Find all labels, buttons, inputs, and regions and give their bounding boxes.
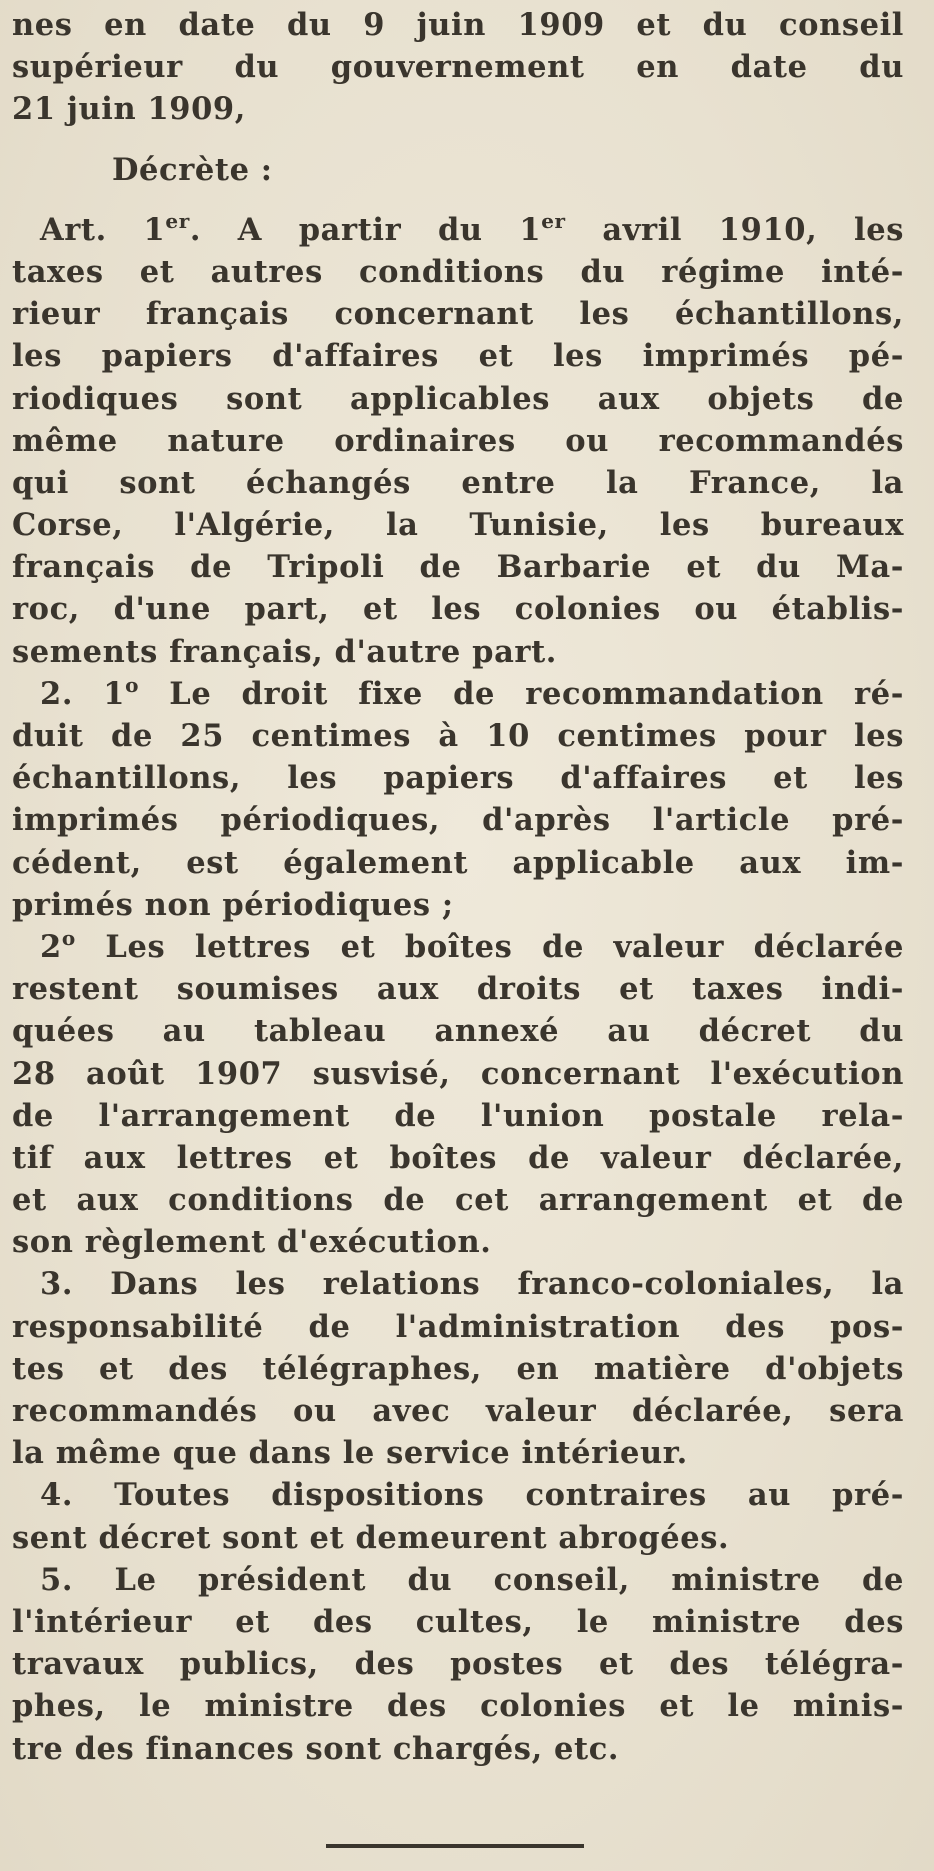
article-2 [12,673,904,926]
article-4 [12,1474,904,1558]
article-3 [12,1263,904,1474]
article-line: 2$^o$ Les lettres et boîtes de valeur déclarée [40,925,904,965]
article-1 [12,209,904,673]
article-line: 4. Toutes dispositions contraires au pré- [40,1477,904,1514]
article-line: taxes et autres conditions du régime inté- [12,253,904,290]
spacer [12,131,904,149]
article-line: échantillons, les papiers d'affaires et les [12,760,904,797]
article-line: imprimés périodiques, d'après l'article pré- [12,802,904,839]
article-line: 5. Le président du conseil, ministre de [40,1561,904,1598]
article-line: tes et des télégraphes, en matière d'objets [12,1350,904,1387]
article-line: 3. Dans les relations franco-coloniales, la [40,1266,904,1303]
article-line: la même que dans le service intérieur. [12,1435,688,1472]
article-line: recommandés ou avec valeur déclarée, sera [12,1393,904,1429]
article-line: et aux conditions de cet arrangement et de [12,1182,904,1219]
article-line: cédent, est également applicable aux im- [12,844,904,881]
preamble-line: nes en date du 9 juin 1909 et du conseil [12,7,904,43]
article-line: qui sont échangés entre la France, la [12,464,904,501]
article-line: phes, le ministre des colonies et le minis- [12,1688,904,1725]
decree-heading: Décrète : [112,151,273,188]
article-line: responsabilité de l'administration des pos- [12,1308,904,1345]
article-line: sements français, d'autre part. [12,633,558,670]
article-line: son règlement d'exécution. [12,1224,492,1261]
article-line: rieur français concernant les échantillons, [12,296,904,333]
article-line [12,209,904,251]
article-line: français de Tripoli de Barbarie et du Ma- [12,549,904,586]
spacer [12,191,904,209]
preamble-line: supérieur du gouvernement en date du [12,49,904,86]
article-5 [12,1559,904,1770]
preamble-line: 21 juin 1909, [12,91,246,128]
article-line: l'intérieur et des cultes, le ministre des [12,1603,904,1640]
article-line: roc, d'une part, et les colonies ou établis- [12,591,904,628]
article-line: tif aux lettres et boîtes de valeur déclarée, [12,1139,904,1176]
document-body [12,4,904,1770]
article-line: duit de 25 centimes à 10 centimes pour les [12,718,904,754]
article-label: Art. 1er. A partir du 1er avril 1910, les [40,208,904,248]
article-line: riodiques sont applicables aux objets de [12,380,904,417]
closing-rule [326,1844,584,1848]
preamble [12,4,904,131]
article-line: tre des finances sont chargés, etc. [12,1730,620,1767]
article-line: Corse, l'Algérie, la Tunisie, les bureaux [12,507,904,544]
article-line: de l'arrangement de l'union postale rela- [12,1097,904,1134]
article-2-paragraph-2 [12,926,904,1264]
article-line: primés non périodiques ; [12,886,454,923]
article-line: restent soumises aux droits et taxes indi- [12,971,904,1008]
article-line: quées au tableau annexé au décret du [12,1013,904,1050]
article-line: travaux publics, des postes et des télégra- [12,1646,904,1683]
article-line: 28 août 1907 susvisé, concernant l'exécution [12,1055,904,1092]
article-line: même nature ordinaires ou recommandés [12,422,904,459]
article-line: sent décret sont et demeurent abrogées. [12,1519,730,1556]
article-line: 2. 1$^o$ Le droit fixe de recommandation ré- [40,672,904,712]
article-line: les papiers d'affaires et les imprimés pé- [12,338,904,375]
